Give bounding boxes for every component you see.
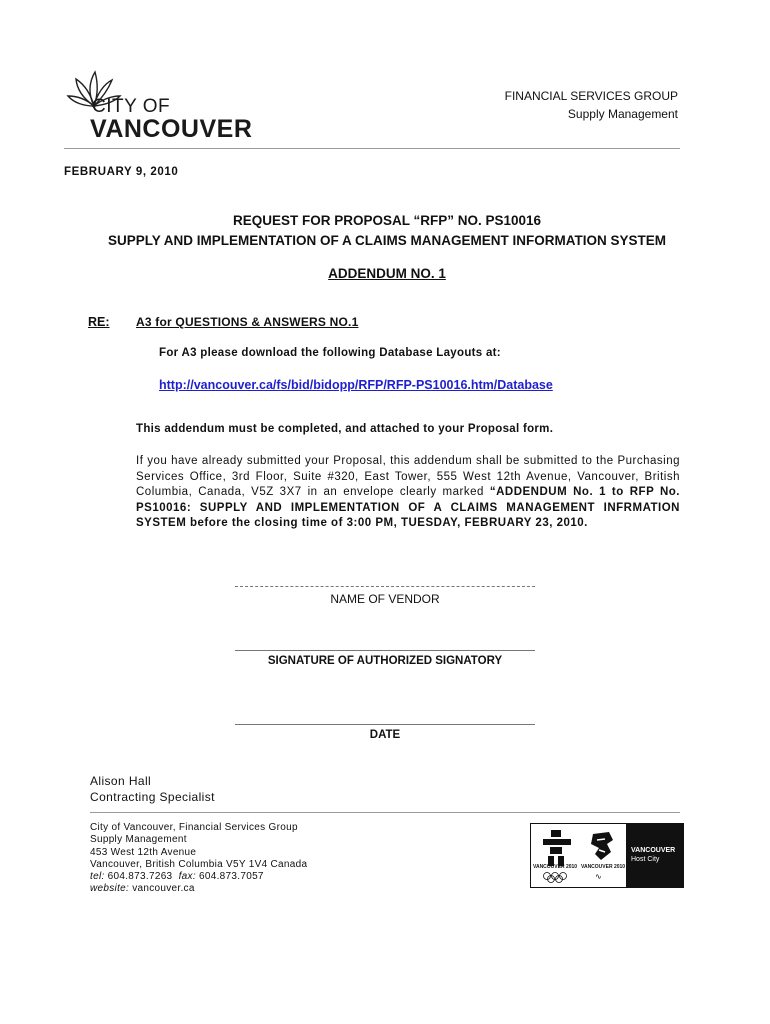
host-city-name: VANCOUVER xyxy=(631,847,676,854)
fax-label: fax: xyxy=(178,871,196,883)
footer-line3: 453 West 12th Avenue xyxy=(90,846,197,858)
tel-value: 604.873.7263 xyxy=(107,871,173,883)
website-value: vancouver.ca xyxy=(132,883,195,895)
header-department: Supply Management xyxy=(567,107,678,121)
vendor-name-label: NAME OF VENDOR xyxy=(330,592,440,606)
olympic-sponsor-logo xyxy=(530,823,684,888)
vendor-name-line xyxy=(235,586,535,587)
date-line xyxy=(235,724,535,725)
signatory-label: SIGNATURE OF AUTHORIZED SIGNATORY xyxy=(267,655,503,667)
footer-divider xyxy=(90,812,680,813)
website-label: website: xyxy=(90,883,130,895)
footer-address xyxy=(90,822,307,896)
paralympic-symbol-icon: ∿ xyxy=(595,872,602,881)
logo-city-text: CITY OF xyxy=(92,96,171,117)
logo-vancouver-text: VANCOUVER xyxy=(90,115,253,143)
signature-line xyxy=(235,650,535,651)
completion-notice: This addendum must be completed, and attached to your Proposal form. xyxy=(136,423,554,435)
paralympic-emblem-icon xyxy=(587,830,617,862)
tel-label: tel: xyxy=(90,871,105,883)
inukshuk-icon xyxy=(537,828,577,868)
city-logo xyxy=(64,68,253,143)
host-city-badge xyxy=(626,824,683,887)
olympic-text: VANCOUVER 2010 xyxy=(533,864,578,870)
header-divider xyxy=(64,148,680,149)
addendum-number: ADDENDUM NO. 1 xyxy=(328,266,446,281)
footer-phone xyxy=(90,871,307,883)
date-label: DATE xyxy=(369,729,401,741)
submission-marking-text: “ADDENDUM No. 1 to RFP No. PS10016: SUPPLY AND IMPLEMENTATION OF A CLAIMS MANAGEMENT INFRMATION SYSTEM before the closing time of 3:00 PM, TUESDAY, FEBRUARY 23, 2010. xyxy=(136,486,681,529)
re-subject: A3 for QUESTIONS & ANSWERS NO.1 xyxy=(136,315,359,329)
host-city-label: Host City xyxy=(631,856,660,863)
footer-line1: City of Vancouver, Financial Services Group xyxy=(90,822,298,833)
paralympic-text: VANCOUVER 2010 xyxy=(581,864,626,870)
submission-text: If you have already submitted your Proposal, this addendum shall be submitted to the Purchasing Services Office, 3rd Floor, Suite #320, East Tower, 555 West 12th Avenue, Vancouver, British Columbia, Canada, V5Z 3X7 in an envelope clearly marked xyxy=(136,455,680,498)
footer-line4: Vancouver, British Columbia V5Y 1V4 Canada xyxy=(90,858,308,870)
re-label: RE: xyxy=(88,315,110,329)
document-date: FEBRUARY 9, 2010 xyxy=(64,166,179,178)
header-group: FINANCIAL SERVICES GROUP xyxy=(504,89,678,103)
olympic-rings-icon xyxy=(541,871,571,883)
contact-name: Alison Hall xyxy=(90,774,152,788)
fax-value: 604.873.7057 xyxy=(199,871,264,883)
footer-line2: Supply Management xyxy=(90,834,187,846)
rfp-subtitle: SUPPLY AND IMPLEMENTATION OF A CLAIMS MANAGEMENT INFORMATION SYSTEM xyxy=(107,233,666,248)
contact-title: Contracting Specialist xyxy=(90,790,215,804)
rfp-title: REQUEST FOR PROPOSAL “RFP” NO. PS10016 xyxy=(232,213,542,228)
database-link[interactable]: http://vancouver.ca/fs/bid/bidopp/RFP/RFP-PS10016.htm/Database xyxy=(159,378,553,392)
footer-website xyxy=(90,883,307,895)
download-instruction: For A3 please download the following Database Layouts at: xyxy=(159,347,501,359)
submission-paragraph xyxy=(136,454,680,532)
